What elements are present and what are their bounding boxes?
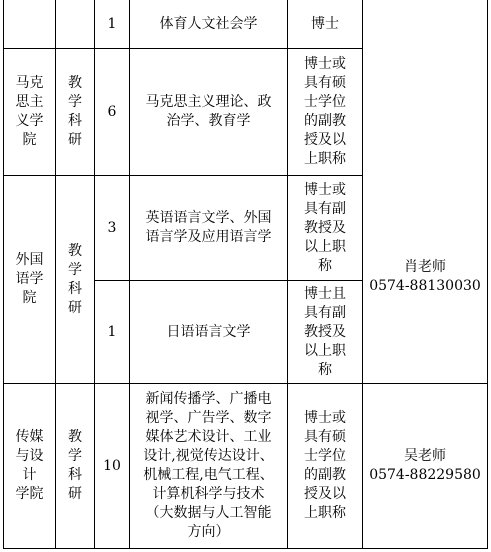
headcount-cell (94, 383, 130, 549)
contact-name: 肖老师 (404, 258, 446, 275)
major-cell-text: 英语语言文学、外国 语言学及应用语言学 (145, 210, 272, 245)
requirement-cell (287, 0, 363, 49)
contact-cell (362, 383, 488, 549)
requirement-cell-text: 博士或 具有副 教授及 以上职 称 (304, 181, 346, 274)
headcount-cell-text: 1 (107, 15, 117, 32)
contact-name: 吴老师 (404, 448, 446, 464)
major-cell (129, 0, 288, 49)
college-cell (3, 48, 56, 176)
contact-phone: 0574-88229580 (369, 467, 481, 483)
contact-cell (362, 0, 488, 384)
major-cell (129, 48, 288, 176)
major-cell-text: 马克思主义理论、政 治学、教育学 (145, 94, 272, 129)
headcount-cell (94, 280, 130, 384)
headcount-cell-text: 3 (107, 219, 117, 236)
requirement-cell (287, 280, 363, 384)
headcount-cell-text: 6 (107, 103, 117, 120)
college-cell-text: 外国 语学 院 (15, 252, 44, 306)
requirement-cell-text: 博士或 具有硕 士学位 的副教 授及以 上职称 (304, 56, 346, 167)
major-cell-text: 新闻传播学、广播电 视学、广告学、数字 媒体艺术设计、工业 设计,视觉传达设计、 机械工程,电气工程、 计算机科学与技术 （大数据与人工智能 方向） (143, 391, 274, 540)
major-cell-text: 体育人文社会学 (159, 15, 258, 32)
headcount-cell (94, 0, 130, 49)
requirement-cell (287, 383, 363, 549)
college-cell (3, 175, 56, 384)
position-type-cell-text: 教 学 科 研 (68, 429, 82, 502)
position-type-cell-text: 教 学 科 研 (68, 75, 82, 148)
headcount-cell-text: 1 (107, 323, 117, 340)
headcount-cell (94, 48, 130, 176)
headcount-cell (94, 175, 130, 281)
major-cell-text: 日语语言文学 (166, 323, 251, 340)
position-type-cell (55, 0, 95, 49)
headcount-cell-text: 10 (103, 457, 121, 474)
college-cell (3, 0, 56, 49)
position-type-cell (55, 383, 95, 549)
college-cell-text: 马克 思主 义学 院 (15, 75, 44, 148)
requirement-cell (287, 175, 363, 281)
position-type-cell (55, 175, 95, 384)
requirement-cell-text: 博士 (311, 15, 339, 32)
major-cell (129, 175, 288, 281)
requirement-cell-text: 博士且 具有副 教授及 以上职 称 (304, 285, 346, 378)
contact-phone: 0574-88130030 (369, 277, 481, 294)
major-cell (129, 280, 288, 384)
requirement-cell (287, 48, 363, 176)
position-type-cell (55, 48, 95, 176)
major-cell (129, 383, 288, 549)
college-cell-text: 传媒 与设 计 学院 (15, 429, 44, 502)
college-cell (3, 383, 56, 549)
requirement-cell-text: 博士或 具有硕 士学位 的副教 授及以 上职称 (304, 410, 346, 521)
position-type-cell-text: 教 学 科 研 (68, 242, 82, 316)
